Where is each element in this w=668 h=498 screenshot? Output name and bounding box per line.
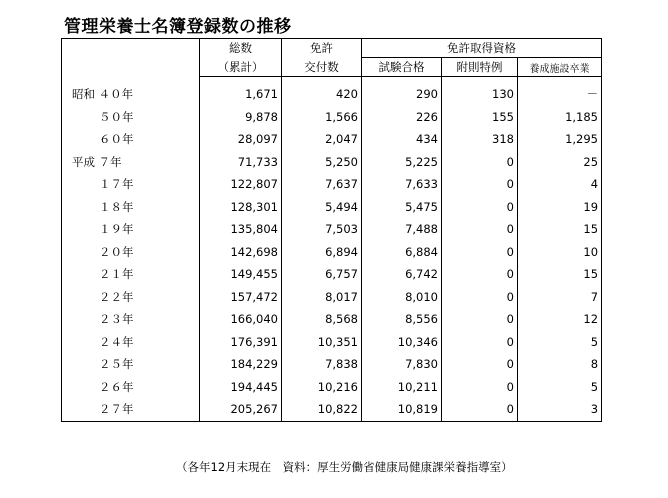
supplementary-cell: 0 [442,241,518,264]
year-cell: ６０年 [62,128,200,151]
exam-cell: 8,010 [362,286,442,309]
graduate-cell: 5 [518,331,602,354]
issued-cell: 6,757 [282,263,362,286]
total-cell: 128,301 [200,196,282,219]
year-cell: ２４年 [62,331,200,354]
license-header-line1: 免許 [282,39,362,58]
exam-cell: 7,633 [362,173,442,196]
issued-cell: 2,047 [282,128,362,151]
page-title: 管理栄養士名簿登録数の推移 [64,17,292,37]
supplementary-cell: 0 [442,218,518,241]
issued-cell: 6,894 [282,241,362,264]
issued-cell: 7,838 [282,353,362,376]
graduate-cell: 25 [518,151,602,174]
year-cell: ２７年 [62,398,200,421]
year-cell: ２２年 [62,286,200,309]
graduate-cell: － [518,77,602,106]
exam-cell: 5,475 [362,196,442,219]
graduate-header: 養成施設卒業 [518,58,602,77]
supplementary-cell: 318 [442,128,518,151]
total-cell: 28,097 [200,128,282,151]
year-cell: 平成 ７年 [62,151,200,174]
license-header-line2: 交付数 [282,58,362,77]
issued-cell: 10,216 [282,376,362,399]
year-cell: ５０年 [62,106,200,129]
graduate-cell: 1,185 [518,106,602,129]
graduate-cell: 5 [518,376,602,399]
qualification-header: 免許取得資格 [362,39,602,58]
supplementary-cell: 130 [442,77,518,106]
issued-cell: 8,568 [282,308,362,331]
issued-cell: 7,503 [282,218,362,241]
table-row [62,151,602,174]
exam-cell: 10,819 [362,398,442,421]
supplementary-cell: 0 [442,173,518,196]
supplementary-cell: 0 [442,286,518,309]
table-row [62,398,602,421]
exam-cell: 226 [362,106,442,129]
exam-header: 試験合格 [362,58,442,77]
table-row [62,376,602,399]
table-row [62,128,602,151]
table-row [62,241,602,264]
table-row [62,331,602,354]
table-row [62,106,602,129]
table-row [62,218,602,241]
exam-cell: 10,346 [362,331,442,354]
year-cell: ２６年 [62,376,200,399]
exam-cell: 10,211 [362,376,442,399]
table-body [62,77,602,422]
total-cell: 149,455 [200,263,282,286]
total-cell: 1,671 [200,77,282,106]
supplementary-header: 附則特例 [442,58,518,77]
issued-cell: 10,822 [282,398,362,421]
year-cell: 昭和 ４０年 [62,77,200,106]
supplementary-cell: 0 [442,308,518,331]
table-row [62,77,602,106]
issued-cell: 8,017 [282,286,362,309]
year-cell: １８年 [62,196,200,219]
total-cell: 166,040 [200,308,282,331]
table-row [62,263,602,286]
graduate-cell: 19 [518,196,602,219]
graduate-cell: 3 [518,398,602,421]
graduate-cell: 1,295 [518,128,602,151]
supplementary-cell: 0 [442,376,518,399]
total-cell: 9,878 [200,106,282,129]
total-header-line1: 総数 [200,39,282,58]
issued-cell: 420 [282,77,362,106]
year-cell: ２０年 [62,241,200,264]
exam-cell: 8,556 [362,308,442,331]
supplementary-cell: 0 [442,196,518,219]
supplementary-cell: 0 [442,331,518,354]
header-row-1 [62,39,602,58]
graduate-cell: 15 [518,263,602,286]
graduate-cell: 12 [518,308,602,331]
total-cell: 122,807 [200,173,282,196]
issued-cell: 5,250 [282,151,362,174]
total-header-line2: （累計） [200,58,282,77]
exam-cell: 434 [362,128,442,151]
exam-cell: 290 [362,77,442,106]
issued-cell: 5,494 [282,196,362,219]
graduate-cell: 7 [518,286,602,309]
supplementary-cell: 0 [442,151,518,174]
table-row [62,173,602,196]
table-row [62,196,602,219]
table-row [62,308,602,331]
table-row [62,286,602,309]
total-cell: 135,804 [200,218,282,241]
supplementary-cell: 0 [442,263,518,286]
issued-cell: 7,637 [282,173,362,196]
issued-cell: 10,351 [282,331,362,354]
year-cell: ２３年 [62,308,200,331]
exam-cell: 7,488 [362,218,442,241]
total-cell: 194,445 [200,376,282,399]
graduate-cell: 8 [518,353,602,376]
total-cell: 184,229 [200,353,282,376]
exam-cell: 7,830 [362,353,442,376]
exam-cell: 5,225 [362,151,442,174]
year-header [62,39,200,77]
total-cell: 176,391 [200,331,282,354]
total-cell: 142,698 [200,241,282,264]
total-cell: 205,267 [200,398,282,421]
issued-cell: 1,566 [282,106,362,129]
year-cell: ２１年 [62,263,200,286]
graduate-cell: 15 [518,218,602,241]
total-cell: 71,733 [200,151,282,174]
supplementary-cell: 0 [442,398,518,421]
table-row [62,353,602,376]
total-cell: 157,472 [200,286,282,309]
exam-cell: 6,884 [362,241,442,264]
registration-table [61,38,602,422]
supplementary-cell: 0 [442,353,518,376]
year-cell: １７年 [62,173,200,196]
year-cell: ２５年 [62,353,200,376]
graduate-cell: 4 [518,173,602,196]
graduate-cell: 10 [518,241,602,264]
year-cell: １９年 [62,218,200,241]
exam-cell: 6,742 [362,263,442,286]
supplementary-cell: 155 [442,106,518,129]
source-note: （各年12月末現在 資料：厚生労働省健康局健康課栄養指導室） [176,460,513,474]
